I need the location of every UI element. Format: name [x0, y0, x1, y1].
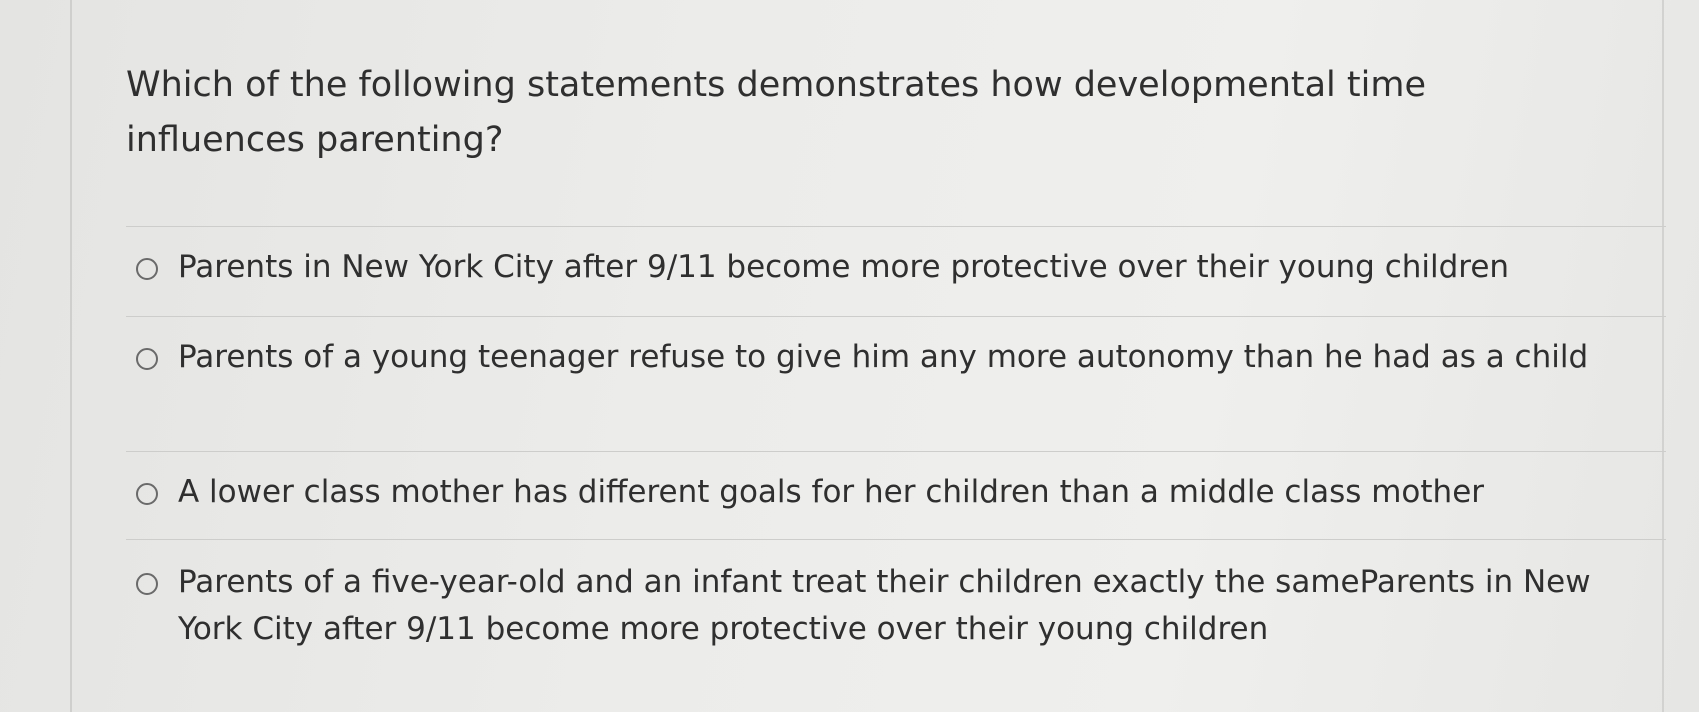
answer-option-label: Parents in New York City after 9/11 become more protective over their young children [178, 249, 1510, 285]
divider [126, 226, 1666, 227]
answer-option-label: A lower class mother has different goals for her children than a middle class mother [178, 474, 1485, 510]
answer-option-3[interactable] [136, 469, 1636, 516]
answer-option-2[interactable] [136, 334, 1636, 381]
answer-option-label: Parents of a young teenager refuse to give him any more autonomy than he had as a child [178, 339, 1589, 375]
answer-option-label: Parents of a five-year-old and an infant treat their children exactly the sameParents in New York City after 9/11 become more protective over their young children [178, 564, 1591, 647]
radio-button-icon[interactable] [136, 348, 158, 370]
divider [126, 451, 1666, 452]
radio-button-icon[interactable] [136, 258, 158, 280]
divider [126, 316, 1666, 317]
left-border [70, 0, 72, 712]
answer-option-4[interactable] [136, 559, 1636, 653]
answer-option-1[interactable] [136, 244, 1636, 291]
radio-button-icon[interactable] [136, 483, 158, 505]
right-border [1662, 0, 1664, 712]
divider [126, 539, 1666, 540]
question-text: Which of the following statements demonstrates how developmental time influences parenting? [126, 65, 1426, 160]
radio-button-icon[interactable] [136, 573, 158, 595]
